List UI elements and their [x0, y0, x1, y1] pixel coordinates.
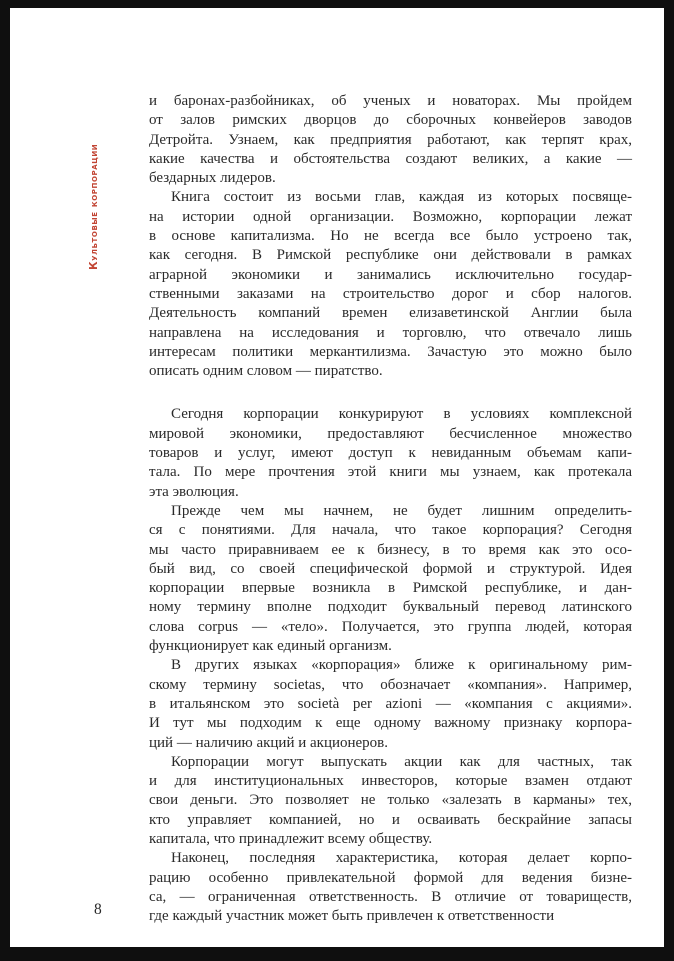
text-line: мы часто приравниваем ее к бизнесу, в то время как это осо-: [149, 541, 632, 558]
book-page: [10, 8, 664, 947]
paragraph: [149, 849, 632, 926]
text-line: как сегодня. В Римской республике они действовали в рамках: [149, 247, 632, 264]
text-line: интересам политики меркантилизма. Зачастую это можно было: [149, 343, 632, 360]
paragraph: [149, 753, 632, 849]
text-line: са, — ограниченная ответственность. В отличие от товариществ,: [149, 888, 632, 905]
text-line: направлена на исследования и торговлю, что отвечало лишь: [149, 324, 632, 341]
paragraph: [149, 656, 632, 752]
text-line: функционирует как единый организм.: [149, 638, 392, 655]
page-number: 8: [94, 901, 102, 918]
text-line: Деятельность компаний времен елизаветинской Англии была: [149, 305, 632, 322]
text-line: в основе капитализма. Но не всегда все было устроено так,: [149, 228, 632, 245]
text-line: мировой экономики, предоставляют бесчисленное множество: [149, 425, 632, 442]
text-line: в итальянском это società per azioni — «компания с акциями».: [149, 695, 632, 712]
paragraph: [149, 92, 632, 188]
text-line: ций — наличию акций и акционеров.: [149, 734, 389, 751]
paragraph: [149, 405, 632, 501]
text-line: скому термину societas, что обозначает «компания». Например,: [149, 676, 632, 693]
text-line: свои деньги. Это позволяет не только «залезать в карманы» тех,: [149, 792, 632, 809]
text-line: где каждый участник может быть привлечен к ответственности: [149, 908, 555, 925]
text-line: рацию особенно привлекательной формой для ведения бизне-: [149, 869, 632, 886]
text-line: описать одним словом — пиратство.: [149, 363, 383, 380]
text-line: и баронах-разбойниках, об ученых и новаторах. Мы пройдем: [149, 93, 632, 109]
text-line: от залов римских дворцов до сборочных конвейеров заводов: [149, 112, 632, 129]
text-line: Детройта. Узнаем, как предприятия работают, как терпят крах,: [149, 131, 632, 148]
text-line: какие качества и обстоятельства создают великих, а какие —: [149, 150, 632, 167]
text-line: тала. По мере прочтения этой книги мы узнаем, как протекала: [149, 464, 632, 481]
text-line: ному термину вполне подходит буквальный перевод латинского: [149, 599, 632, 616]
text-line: бый вид, со своей специфической формой и структурой. Идея: [149, 560, 632, 577]
text-line: ственными заказами на строительство дорог и сбор налогов.: [149, 285, 632, 302]
text-line: Книга состоит из восьми глав, каждая из которых посвяще-: [171, 189, 632, 206]
text-line: ся с понятиями. Для начала, что такое корпорация? Сегодня: [149, 522, 632, 539]
text-line: Наконец, последняя характеристика, которая делает корпо-: [171, 850, 632, 867]
text-line: корпорации впервые возникла в Римской республике, и дан-: [149, 580, 632, 597]
paragraph: [149, 502, 632, 656]
sidebar-book-title: Культовые корпорации: [88, 143, 100, 270]
text-line: аграрной экономики и занимались исключительно государ-: [149, 266, 632, 283]
text-line: бездарных лидеров.: [149, 170, 276, 187]
text-line: слова corpus — «тело». Получается, это группа людей, которая: [149, 618, 632, 635]
text-line: товаров и услуг, имеют доступ к невиданным объемам капи-: [149, 445, 632, 462]
text-line: Сегодня корпорации конкурируют в условиях комплексной: [171, 406, 632, 423]
text-line: капитала, что принадлежит всему обществу.: [149, 830, 433, 847]
text-line: и для институциональных инвесторов, которые взамен отдают: [149, 773, 632, 790]
text-line: И тут мы подходим к еще одному важному признаку корпора-: [149, 715, 632, 732]
text-line: Прежде чем мы начнем, не будет лишним определить-: [171, 502, 632, 519]
text-line: на истории одной организации. Возможно, корпорации лежат: [149, 208, 632, 225]
text-line: В других языках «корпорация» ближе к оригинальному рим-: [171, 657, 632, 674]
text-line: эта эволюция.: [149, 483, 239, 500]
text-line: Корпорации могут выпускать акции как для частных, так: [171, 753, 632, 770]
text-line: кто управляет компанией, но и осваивать бескрайние запасы: [149, 811, 632, 828]
page-body: [149, 92, 632, 926]
paragraph: [149, 188, 632, 381]
